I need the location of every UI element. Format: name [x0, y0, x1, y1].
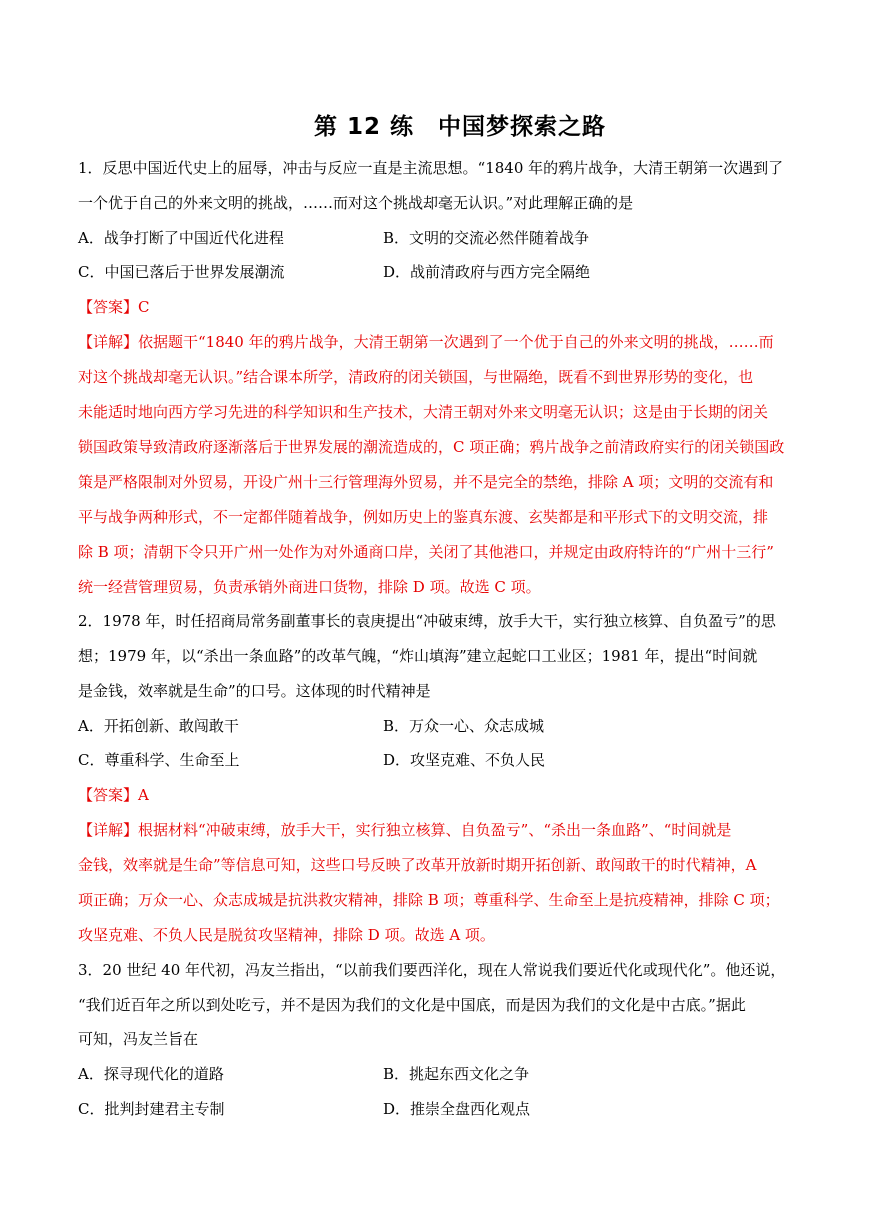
q1-option-d: D．战前清政府与西方完全隔绝	[383, 263, 591, 281]
q2-explain-line-4: 攻坚克难、不负人民是脱贫攻坚精神，排除 D 项。故选 A 项。	[78, 926, 495, 944]
q1-explain-line-3: 未能适时地向西方学习先进的科学知识和生产技术，大清王朝对外来文明毫无认识；这是由于长期的闭关	[78, 403, 769, 421]
q2-stem-line-1: 2．1978 年，时任招商局常务副董事长的袁庚提出“冲破束缚，放手大干，实行独立核算、自负盈亏”的思	[78, 612, 776, 630]
q3-stem-line-3: 可知，冯友兰旨在	[78, 1030, 199, 1048]
q2-explain-line-1: 【详解】根据材料“冲破束缚，放手大干，实行独立核算、自负盈亏”、“杀出一条血路”、“时间就是	[78, 821, 732, 839]
q1-explain-line-8: 统一经营管理贸易，负责承销外商进口货物，排除 D 项。故选 C 项。	[78, 578, 541, 596]
q2-option-a: A．开拓创新、敢闯敢干	[78, 717, 239, 735]
q3-stem-line-1: 3．20 世纪 40 年代初，冯友兰指出，“以前我们要西洋化，现在人常说我们要近代化或现代化”。他还说，	[78, 961, 786, 979]
q1-explain-line-2: 对这个挑战却毫无认识。”结合课本所学，清政府的闭关锁国，与世隔绝，既看不到世界形势的变化，也	[78, 368, 754, 386]
q3-option-a: A．探寻现代化的道路	[78, 1065, 224, 1083]
page-title: 第 12 练 中国梦探索之路	[313, 114, 607, 140]
q1-explain-line-1: 【详解】依据题干“1840 年的鸦片战争，大清王朝第一次遇到了一个优于自己的外来文明的挑战，……而	[78, 333, 774, 351]
q2-stem-line-2: 想；1979 年，以“杀出一条血路”的改革气魄，“炸山填海”建立起蛇口工业区；1981 年，提出“时间就	[78, 647, 758, 665]
q2-option-d: D．攻坚克难、不负人民	[383, 751, 546, 769]
q1-explain-line-4: 锁国政策导致清政府逐渐落后于世界发展的潮流造成的，C 项正确；鸦片战争之前清政府实行的闭关锁国政	[78, 438, 785, 456]
q1-option-c: C．中国已落后于世界发展潮流	[78, 263, 285, 281]
q1-explain-line-6: 平与战争两种形式，不一定都伴随着战争，例如历史上的鉴真东渡、玄奘都是和平形式下的文明交流，排	[78, 508, 769, 526]
q3-option-c: C．批判封建君主专制	[78, 1100, 225, 1118]
q1-explain-line-7: 除 B 项；清朝下令只开广州一处作为对外通商口岸，关闭了其他港口，并规定由政府特许的“广州十三行”	[78, 543, 774, 561]
q2-option-c: C．尊重科学、生命至上	[78, 751, 240, 769]
q1-answer: 【答案】C	[78, 298, 150, 316]
q1-stem-line-2: 一个优于自己的外来文明的挑战，……而对这个挑战却毫无认识。”对此理解正确的是	[78, 194, 634, 212]
q3-stem-line-2: “我们近百年之所以到处吃亏，并不是因为我们的文化是中国底，而是因为我们的文化是中古底。”据此	[78, 996, 746, 1014]
q2-answer: 【答案】A	[78, 786, 149, 804]
q1-stem-line-1: 1．反思中国近代史上的屈辱，冲击与反应一直是主流思想。“1840 年的鸦片战争，大清王朝第一次遇到了	[78, 159, 784, 177]
q2-explain-line-3: 项正确；万众一心、众志成城是抗洪救灾精神，排除 B 项；尊重科学、生命至上是抗疫精神，排除 C 项；	[78, 891, 780, 909]
q3-option-b: B．挑起东西文化之争	[383, 1065, 530, 1083]
q2-option-b: B．万众一心、众志成城	[383, 717, 545, 735]
q1-option-b: B．文明的交流必然伴随着战争	[383, 229, 590, 247]
q1-option-a: A．战争打断了中国近代化进程	[78, 229, 284, 247]
q2-stem-line-3: 是金钱，效率就是生命”的口号。这体现的时代精神是	[78, 682, 431, 700]
q3-option-d: D．推崇全盘西化观点	[383, 1100, 531, 1118]
q2-explain-line-2: 金钱，效率就是生命”等信息可知，这些口号反映了改革开放新时期开拓创新、敢闯敢干的时代精神，A	[78, 856, 757, 874]
q1-explain-line-5: 策是严格限制对外贸易，开设广州十三行管理海外贸易，并不是完全的禁绝，排除 A 项；文明的交流有和	[78, 473, 774, 491]
